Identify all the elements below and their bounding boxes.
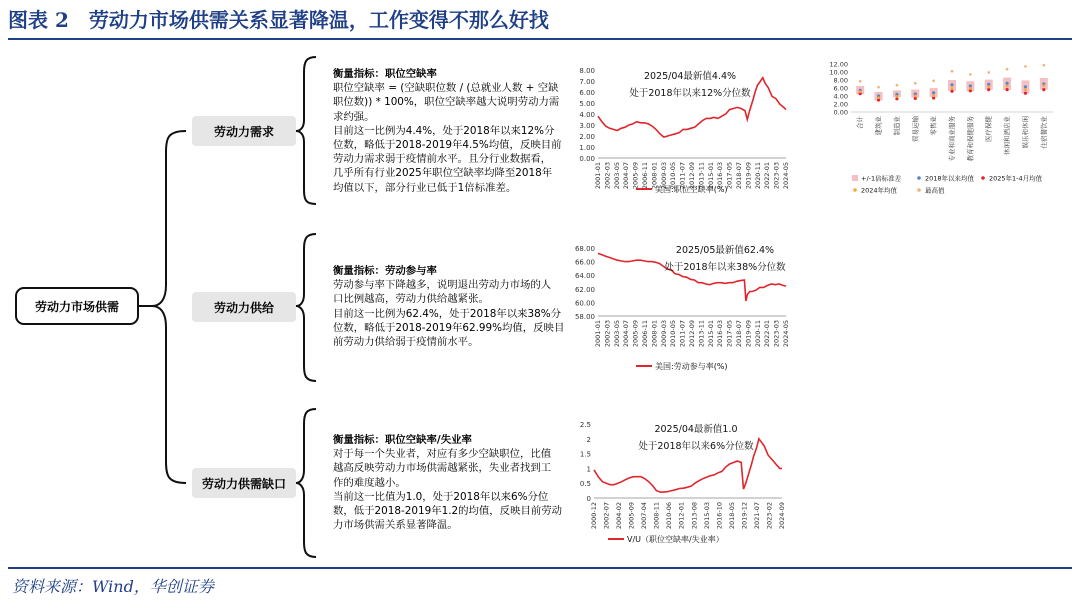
x-tick-label: 2023-03 [772,162,781,190]
mean-2018-marker [932,91,935,94]
x-tick-label: 2018-07 [735,162,743,190]
x-tick-label: 2001-01 [594,162,602,190]
max-marker [1043,64,1046,67]
x-tick-label: 2003-05 [612,320,621,348]
chart-vacancy-rate [560,60,800,200]
x-tick-label: 2012-09 [688,162,696,190]
desc-line: 越高反映劳动力市场供需越紧张，失业者找到工 [333,462,552,475]
y-tick-label: 68.00 [574,245,595,253]
category-label: 住宿餐饮业 [1039,116,1048,149]
desc-supply [333,264,573,349]
mean-2024-marker [1024,88,1027,91]
source-note: 资料来源：Wind，华创证券 [12,577,214,596]
brace-demand [296,57,316,204]
desc-line: 当前这一比值为1.0，处于2018年以来6%分位 [333,490,549,503]
x-tick-label: 2012-01 [677,502,686,530]
x-tick-label: 2015-03 [702,502,711,530]
x-tick-label: 2019-12 [740,502,749,530]
mean-2024-marker [951,87,954,90]
y-tick-label: 2.00 [579,133,595,141]
x-tick-label: 2020-11 [753,162,762,190]
mean-2024-marker [877,96,880,99]
category-demand: 劳动力需求 [192,116,296,146]
category-supply: 劳动力供给 [192,292,296,322]
y-tick-label: 66.00 [574,258,595,267]
legend-swatch [981,176,985,180]
metric-title: 衡量指标：劳动参与率 [333,265,437,277]
x-tick-label: 2016-03 [716,162,725,190]
annotation-text: 2025/04最新值1.0 [654,424,738,435]
annotation-text: 2025/05最新值62.4% [675,245,775,256]
category-label: 建筑业 [874,116,883,136]
desc-line: 几乎所有行业2025年职位空缺率均降至2018年 [333,167,553,180]
max-marker [987,71,990,74]
max-marker [969,73,972,76]
legend-label: 2018年以来均值 [925,174,975,183]
legend-swatch [917,176,921,180]
category-label: 医疗保健 [984,116,993,142]
legend-label: +/-1倍标准差 [861,174,902,183]
mean-2018-marker [1024,85,1027,88]
legend-swatch [917,188,921,192]
desc-line: 劳动参与率下降越多，说明退出劳动力市场的人 [333,279,552,292]
x-tick-label: 2020-11 [753,320,762,348]
desc-line: 目前这一比例为62.4%，处于2018年以来38%分 [333,307,562,320]
x-tick-label: 2007-04 [640,502,649,530]
chart-industry-vacancy [815,58,1070,198]
y-tick-label: 58.00 [574,313,595,321]
mean-2024-marker [914,95,917,98]
mean-2024-marker [896,95,899,98]
desc-line: 职位空缺率 = (空缺职位数 / (总就业人数 + 空缺 [333,82,559,95]
max-marker [896,84,899,87]
value-2025-marker [950,90,953,93]
x-tick-label: 2008-01 [650,320,659,348]
y-tick-label: 0.00 [579,155,595,163]
x-tick-label: 2010-06 [665,502,674,530]
x-tick-label: 2003-05 [612,162,621,190]
mean-2024-marker [987,85,990,88]
desc-line: 作的难度越小。 [333,476,406,489]
brace-gap [296,409,316,557]
y-tick-label: 64.00 [574,272,595,281]
y-tick-label: 10.00 [829,68,848,77]
desc-line: 位数，略低于2018-2019年62.99%均值，反映目 [333,321,565,334]
x-tick-label: 2013-08 [690,502,699,530]
y-tick-label: 2.00 [833,100,848,109]
brace-supply [296,234,316,381]
annotation-text: 处于2018年以来12%分位数 [629,88,751,99]
x-tick-label: 2018-05 [727,502,736,530]
legend-label: 2025年1-4月均值 [989,174,1043,183]
x-tick-label: 2002-03 [603,320,612,348]
x-tick-label: 2008-11 [652,502,661,530]
max-marker [951,70,954,73]
x-tick-label: 2013-11 [697,320,706,348]
desc-gap [333,433,573,532]
y-tick-label: 1.00 [579,144,595,152]
y-tick-label: 3.00 [579,122,595,130]
desc-line: 职位数)) * 100%，职位空缺率越大说明劳动力需 [333,96,560,109]
mean-2018-marker [1005,82,1008,85]
main-brace [152,131,186,483]
x-tick-label: 2024-05 [782,162,790,190]
mean-2024-marker [1042,84,1045,87]
x-tick-label: 2004-02 [615,502,624,530]
x-tick-label: 2006-11 [641,162,649,190]
value-2025-marker [1042,88,1045,91]
desc-demand [333,67,573,195]
chart-participation-rate [560,238,800,378]
x-tick-label: 2004-07 [622,162,631,190]
annotation-text: 处于2018年以来38%分位数 [664,262,786,273]
desc-line: 对于每一个失业者，对应有多少空缺职位，比值 [333,448,552,461]
x-tick-label: 2008-01 [650,162,659,190]
x-tick-label: 2005-09 [631,320,640,348]
x-tick-label: 2015-01 [706,320,715,348]
x-tick-label: 2023-03 [772,320,781,348]
metric-title: 衡量指标：职位空缺率/失业率 [333,434,472,446]
category-label: 贸易运输 [911,116,920,142]
category-label: 专业和商业服务 [948,116,956,162]
x-tick-label: 2016-03 [716,320,725,348]
x-tick-label: 2002-03 [603,162,612,190]
x-tick-label: 2024-05 [782,320,790,348]
x-tick-label: 2013-11 [697,162,706,190]
y-tick-label: 2 [586,435,591,444]
max-marker [1024,65,1027,68]
value-2025-marker [1005,88,1008,91]
y-tick-label: 2.5 [579,421,591,429]
x-tick-label: 2004-07 [622,320,631,348]
y-tick-label: 0 [586,495,591,503]
root-node: 劳动力市场供需 [15,287,139,325]
max-marker [877,86,880,89]
x-tick-label: 2017-05 [725,320,734,348]
mean-2024-marker [969,87,972,90]
mean-2024-marker [932,94,935,97]
x-tick-label: 2024-09 [778,502,786,530]
x-tick-label: 2017-05 [725,162,734,190]
y-tick-label: 1.5 [579,450,591,459]
x-tick-label: 2012-09 [688,320,696,348]
y-tick-label: 4.00 [579,111,595,119]
legend-label: 美国:劳动参与率(%) [655,362,728,371]
desc-line: 均值以下，部分行业已低于1倍标准差。 [333,181,517,194]
y-tick-label: 0.00 [833,108,848,117]
y-tick-label: 1 [586,465,591,474]
x-tick-label: 2005-09 [627,502,636,530]
max-marker [859,80,862,83]
x-tick-label: 2019-09 [744,320,753,348]
desc-line: 数，低于2018-2019年1.2的均值，反映目前劳动 [333,505,563,518]
mean-2018-marker [950,83,953,86]
chart-vu-ratio [560,412,800,552]
max-marker [1006,68,1009,71]
y-tick-label: 7.00 [579,78,595,86]
x-tick-label: 2022-01 [763,320,772,348]
x-tick-label: 2019-09 [744,162,753,190]
x-tick-label: 2010-05 [669,320,678,348]
metric-title: 衡量指标：职位空缺率 [333,68,437,80]
x-tick-label: 2023-02 [765,502,774,530]
x-tick-label: 2009-03 [659,162,668,190]
y-tick-label: 12.00 [829,60,848,69]
series-line [598,78,786,137]
legend-label: 2024年均值 [861,186,898,195]
legend-label: 最高值 [925,186,945,195]
annotation-text: 处于2018年以来6%分位数 [638,441,754,452]
value-2025-marker [987,88,990,91]
y-tick-label: 60.00 [574,299,595,308]
x-tick-label: 2000-12 [590,502,598,530]
y-tick-label: 5.00 [579,100,595,108]
y-tick-label: 6.00 [833,84,848,93]
y-tick-label: 0.5 [579,480,591,489]
x-tick-label: 2011-07 [678,320,687,348]
y-tick-label: 8.00 [833,76,848,85]
desc-line: 口比例越高，劳动力供给越紧张。 [333,293,489,306]
desc-line: 前劳动力供给弱于疫情前水平。 [333,336,479,349]
page-title: 图表 2 劳动力市场供需关系显著降温，工作变得不那么好找 [8,8,549,32]
y-tick-label: 4.00 [833,92,848,101]
y-tick-label: 8.00 [579,67,595,75]
series-line [598,253,786,301]
x-tick-label: 2022-01 [763,162,772,190]
legend-label: 美国:职位空缺率(%) [655,185,728,194]
category-label: 零售业 [929,115,938,136]
mean-2024-marker [1006,85,1009,88]
category-label: 制造业 [892,116,901,136]
x-tick-label: 2011-07 [678,162,687,190]
category-label: 教育和保健服务 [966,116,975,162]
annotation-text: 2025/04最新值4.4% [643,71,737,82]
legend-swatch [853,188,857,192]
x-tick-label: 2006-11 [641,320,649,348]
y-tick-label: 6.00 [579,89,595,97]
max-marker [914,82,917,85]
x-tick-label: 2018-07 [735,320,743,348]
x-tick-label: 2009-03 [659,320,668,348]
x-tick-label: 2021-07 [752,502,761,530]
desc-line: 力市场供需关系显著降温。 [333,519,458,532]
mean-2024-marker [859,90,862,93]
x-tick-label: 2002-07 [602,502,611,530]
x-tick-label: 2010-05 [669,162,678,190]
y-tick-label: 62.00 [574,285,595,294]
desc-line: 目前这一比例为4.4%，处于2018年以来12%分 [333,124,555,137]
legend-label: V/U（职位空缺率/失业率） [627,535,724,544]
value-2025-marker [1024,92,1027,95]
category-label: 娱乐和休闲 [1021,116,1030,149]
x-tick-label: 2001-01 [594,320,602,348]
desc-line: 求约强。 [333,110,375,123]
desc-line: 位数，略低于2018-2019年4.5%均值，反映目前 [333,139,562,152]
legend-swatch [852,175,858,181]
x-tick-label: 2005-09 [631,162,640,190]
max-marker [932,80,935,83]
x-tick-label: 2015-01 [706,162,715,190]
category-label: 休闲和酒店业 [1003,116,1012,155]
category-gap: 劳动力供需缺口 [192,468,296,498]
x-tick-label: 2016-10 [715,502,724,530]
category-label: 合计 [856,116,865,129]
footer-divider [8,567,1072,569]
desc-line: 劳动力需求弱于疫情前水平。且分行业数据看， [333,153,552,166]
